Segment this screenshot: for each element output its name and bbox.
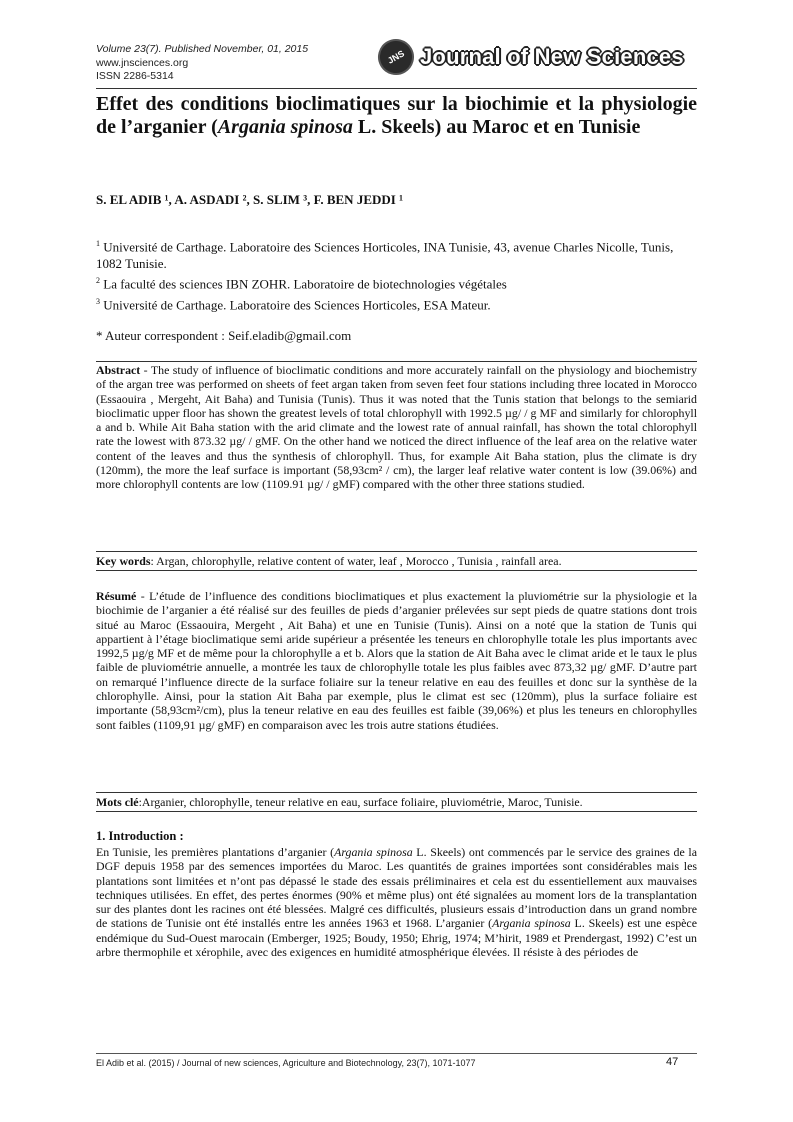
paper-title [96,93,697,139]
journal-meta [96,43,308,84]
keywords-text: : Argan, chlorophylle, relative content of water, leaf , Morocco , Tunisia , rainfall area. [150,554,562,568]
intro-species-1: Argania spinosa [334,845,413,859]
introduction-paragraph [96,845,697,959]
abstract-text: - The study of influence of bioclimatic conditions and more accurately rainfall on the physiology and biochemistry of the argan tree was performed on sheets of feet argan taken from seven feet four stations including three located in Morocco (Essaouira , Mergeht, Ait Baha) and Tunisia (Tunis). Thus it was noted that the Tunis station that belongs to the semiarid bioclimatic upper floor has shown the greatest levels of total chlorophyll with 1992.5 µg/ / g MF and similarly for chlorophyll a and b. While Ait Baha station with the arid climate and the lowest rate of annual rainfall, has shown the total chlorophyll rate the lowest with 873.32 µg/ / gMF. On the other hand we noticed the direct influence of the leaf area on the relative water content of the leaves and thus the synthesis of chlorophyll. Thus, for example Ait Baha station, plus the climate is dry (120mm), the more the leaf surface is important (58,93cm² / cm), the larger leaf relative water content is low (39.06%) and more chlorophyll contents are low (1109.91 µg/ / gMF) compared with the other three stations studied. [96,363,697,492]
resume-label: Résumé [96,589,137,603]
jns-logo-icon: JNS [371,32,420,81]
corresponding-author: * Auteur correspondent : Seif.eladib@gmail.com [96,328,352,343]
mots-cles-label: Mots clé [96,795,139,809]
mots-cles-text: :Arganier, chlorophylle, teneur relative en eau, surface foliaire, pluviométrie, Maroc, Tunisie. [138,795,583,809]
resume-text: - L’étude de l’influence des conditions bioclimatiques et plus exactement la pluviométrie sur la physiologie et la biochimie de l’arganier a été réalisé sur des feuilles de pieds d’arganier prélevées sur sept pieds de quatre stations dont trois situé au Maroc (Essaouira, Mergeht , Ait Baha) et une en Tunisie (Tunis). Ainsi on a noté que la station de Tunis qui appartient à l’étage bioclimatique semi aride supérieur a présentée les teneurs en chlorophylle totale les plus importants avec 1992,5 µg/g MF et de même pour la chlorophylle a et b. Alors que la station de Ait Baha avec le climat aride et le taux le plus faible de pluviométrie annuelle, a montrée les taux de chlorophylle totale les plus faibles avec 873,32 µg/ gMF. D’autre part on remarqué l’influence directe de la surface foliaire sur la teneur relative en eau des feuilles et donc sur la synthèse de la chlorophylle. Ainsi, pour la station Ait Baha par exemple, plus le climat est sec (120mm), plus la surface foliaire est importante (58,93cm²/cm), plus la teneur relative en eau des feuilles est faible (39,06%) et plus les teneurs en chlorophylles sont faibles (1109,91 µg/ gMF) en comparaison avec les trois autre stations étudiées. [96,589,697,732]
introduction-heading: 1. Introduction : [96,829,184,843]
affiliation-number: 2 [96,276,100,286]
affiliations [96,235,696,313]
journal-name: Journal of New Sciences [420,44,684,69]
title-species: Argania spinosa [217,116,353,138]
footer-citation: El Adib et al. (2015) / Journal of new sciences, Agriculture and Biotechnology, 23(7), 1071-1077 [96,1058,476,1068]
affiliation-text: Université de Carthage. Laboratoire des Sciences Horticoles, INA Tunisie, 43, avenue Charles Nicolle, Tunis, 1082 Tunisie. [96,239,674,272]
intro-text-1: En Tunisie, les premières plantations d’arganier ( [96,845,335,859]
mots-cles-bottom-rule [96,811,697,812]
affiliation-number: 1 [96,239,100,248]
website-line: www.jnsciences.org [96,56,189,69]
footer-divider [96,1053,697,1054]
affiliation-number: 3 [96,296,100,306]
keywords-label: Key words [96,554,151,568]
author-list: S. EL ADIB ¹, A. ASDADI ², S. SLIM ³, F. BEN JEDDI ¹ [96,192,403,207]
title-part-1: Effet des conditions bioclimatiques sur la biochimie et la physiologie de l’arganier ( [96,93,697,138]
title-part-2: L. Skeels) au Maroc et en Tunisie [352,116,641,138]
abstract-label: Abstract [96,363,141,377]
keywords-bottom-rule [96,570,697,571]
affiliation-text: Université de Carthage. Laboratoire des Sciences Horticoles, ESA Mateur. [100,296,491,312]
volume-line: Volume 23(7). Published November, 01, 2015 [96,43,309,55]
resume-paragraph [96,589,697,732]
intro-text-2: L. Skeels) ont commencés par le service des graines de la DGF depuis 1958 par des semences importées du Maroc. Les quantités de graines importées sont considérables mais les plantations sont limitées et n’ont pas dépassé le stade des essais préliminaires et cela est du essentiellement aux mauvaises techniques utilisées. En effet, des pertes énormes (90% et même plus) ont été signalées au moment lors de la transplantation sur des plantes dont les racines ont été blessées. Malgré ces difficultés, plusieurs essais d’introduction dans un grand nombre de stations de Tunisie ont été installés entre les années 1963 et 1968. L’arganier ( [96,845,697,931]
affiliation-1 [96,235,696,272]
mots-cles-top-rule [96,792,697,793]
abstract-paragraph [96,363,697,492]
affiliation-text: La faculté des sciences IBN ZOHR. Laboratoire de biotechnologies végétales [100,276,507,292]
intro-text-3: L. Skeels) est une espèce endémique du Sud-Ouest marocain (Emberger, 1925; Boudy, 1950; Ehrig, 1974; M’hirit, 1989 et Prendergast, 1992) C’est un arbre thermophile et xérophile, avec des exigences en humidité atmosphérique élevées. Il résiste à des périodes de [96,916,697,960]
page-number: 47 [666,1056,679,1068]
affiliation-2 [96,272,696,292]
journal-logo [378,37,684,77]
mots-cles-line [96,795,697,809]
abstract-top-rule [96,361,697,362]
affiliation-3 [96,293,696,313]
keywords-top-rule [96,551,697,552]
issn-line: ISSN 2286-5314 [96,70,174,82]
intro-species-2: Argania spinosa [492,916,571,931]
keywords-line [96,554,697,568]
header-divider [96,88,697,89]
